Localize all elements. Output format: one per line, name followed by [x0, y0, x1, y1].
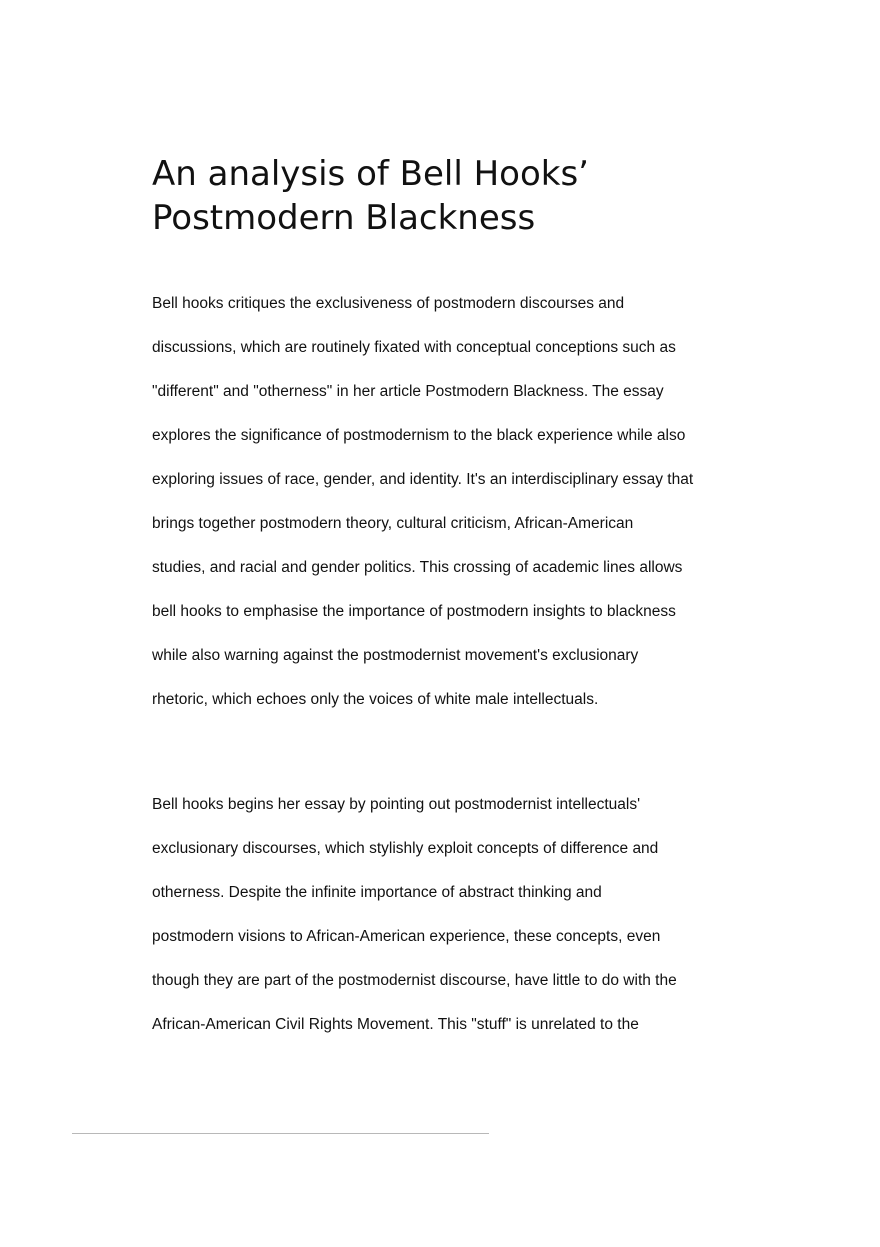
paragraph-1: [152, 282, 752, 722]
paragraph-line: postmodern visions to African-American experience, these concepts, even: [152, 928, 661, 945]
document-title: [152, 152, 772, 240]
paragraph-line: otherness. Despite the infinite importance of abstract thinking and: [152, 884, 602, 901]
paragraph-line: though they are part of the postmodernist discourse, have little to do with the: [152, 972, 677, 989]
paragraph-line: exclusionary discourses, which stylishly exploit concepts of difference and: [152, 840, 659, 857]
paragraph-2: [152, 783, 752, 1047]
title-line: An analysis of Bell Hooks’: [152, 154, 589, 194]
paragraph-line: explores the significance of postmodernism to the black experience while also: [152, 427, 686, 444]
paragraph-line: Bell hooks critiques the exclusiveness of postmodern discourses and: [152, 295, 625, 312]
paragraph-line: exploring issues of race, gender, and identity. It's an interdisciplinary essay that: [152, 471, 694, 488]
title-line: Postmodern Blackness: [152, 198, 536, 238]
paragraph-line: Bell hooks begins her essay by pointing out postmodernist intellectuals': [152, 796, 641, 813]
paragraph-line: African-American Civil Rights Movement. This "stuff" is unrelated to the: [152, 1016, 639, 1033]
paragraph-line: while also warning against the postmodernist movement's exclusionary: [152, 647, 639, 664]
footnote-separator: [72, 1133, 489, 1134]
paragraph-line: studies, and racial and gender politics. This crossing of academic lines allows: [152, 559, 683, 576]
paragraph-line: "different" and "otherness" in her article Postmodern Blackness. The essay: [152, 383, 664, 400]
paragraph-line: rhetoric, which echoes only the voices of white male intellectuals.: [152, 691, 599, 708]
paragraph-line: brings together postmodern theory, cultural criticism, African-American: [152, 515, 634, 532]
paragraph-line: discussions, which are routinely fixated with conceptual conceptions such as: [152, 339, 676, 356]
paragraph-line: bell hooks to emphasise the importance of postmodern insights to blackness: [152, 603, 676, 620]
